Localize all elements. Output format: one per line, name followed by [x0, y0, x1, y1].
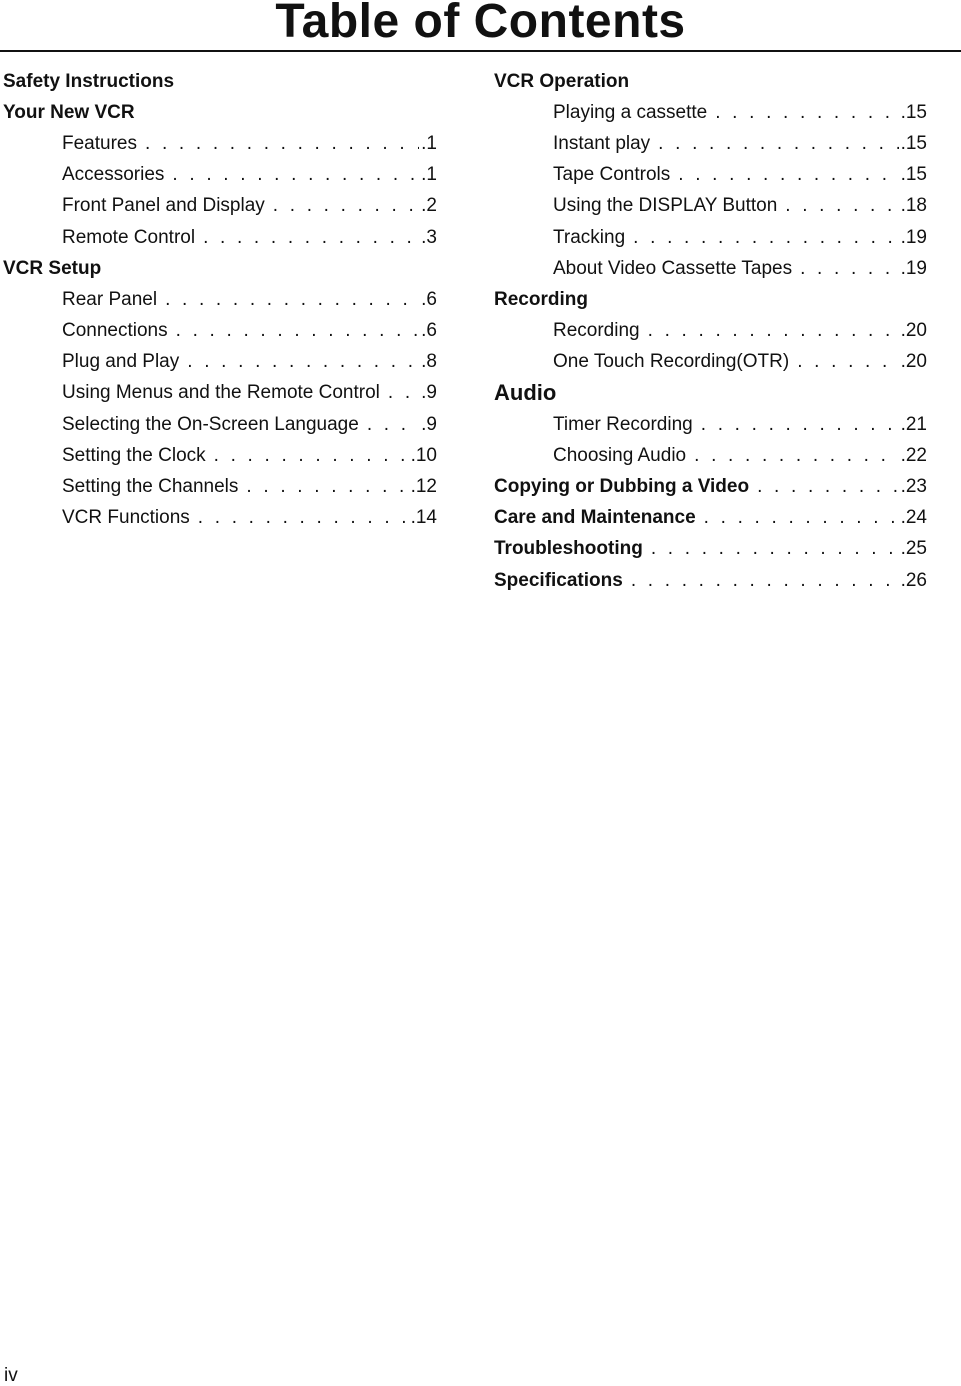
toc-entry	[3, 503, 437, 534]
title-divider	[0, 50, 961, 52]
toc-entry-label: Accessories	[62, 164, 165, 186]
toc-entry	[3, 160, 437, 191]
toc-entry-label: Connections	[62, 320, 168, 342]
dot-leader	[800, 258, 899, 280]
dot-leader	[715, 102, 898, 124]
dot-leader	[176, 320, 420, 342]
toc-entry-page: .3	[421, 226, 437, 248]
toc-entry	[494, 565, 927, 596]
toc-entry-label: Recording	[553, 320, 640, 342]
toc-entry	[3, 128, 437, 159]
toc-entry-page: .15	[900, 164, 927, 186]
toc-entry	[494, 347, 927, 378]
toc-entry-label: Choosing Audio	[553, 444, 687, 466]
toc-entry-page: .6	[421, 320, 437, 342]
toc-entry	[3, 440, 437, 471]
toc-entry	[3, 378, 437, 409]
toc-entry-label: Tape Controls	[553, 164, 671, 186]
toc-entry-page: .23	[900, 476, 927, 498]
toc-entry	[494, 160, 927, 191]
toc-entry-label: Audio	[494, 380, 557, 406]
toc-entry-label: VCR Setup	[3, 257, 102, 279]
toc-entry-label: Front Panel and Display	[62, 195, 265, 217]
dot-leader	[187, 351, 419, 373]
dot-leader	[785, 195, 898, 217]
toc-entry-page: .25	[900, 538, 927, 560]
dot-leader	[198, 507, 409, 529]
toc-entry-label: VCR Functions	[62, 507, 190, 529]
toc-entry	[494, 409, 927, 440]
toc-entry-page: .1	[421, 132, 437, 154]
toc-entry-label: About Video Cassette Tapes	[553, 257, 793, 279]
toc-entry-page: .21	[900, 413, 927, 435]
dot-leader	[367, 414, 419, 436]
toc-entry	[494, 316, 927, 347]
toc-entry	[3, 347, 437, 378]
toc-entry-page: .14	[410, 507, 437, 529]
toc-entry	[494, 191, 927, 222]
dot-leader	[172, 164, 419, 186]
toc-entry-label: Setting the Clock	[62, 444, 206, 466]
toc-entry	[494, 503, 927, 534]
page-title: Table of Contents	[275, 0, 686, 48]
dot-leader	[631, 570, 899, 592]
toc-entry	[3, 253, 437, 284]
toc-entry	[3, 316, 437, 347]
dot-leader	[651, 538, 899, 560]
toc-entry	[3, 222, 437, 253]
toc-entry-page: .24	[900, 507, 927, 529]
toc-entry-label: Instant play	[553, 132, 651, 154]
toc-entry	[494, 66, 927, 97]
toc-entry-label: Troubleshooting	[494, 538, 643, 560]
toc-entry-page: .12	[410, 476, 437, 498]
toc-entry-label: Care and Maintenance	[494, 507, 696, 529]
dot-leader	[694, 445, 898, 467]
toc-entry-page: .6	[421, 288, 437, 310]
toc-right-column	[494, 66, 927, 596]
toc-entry-label: Copying or Dubbing a Video	[494, 476, 750, 498]
toc-entry-page: .19	[900, 257, 927, 279]
toc-entry	[494, 284, 927, 315]
toc-entry	[494, 471, 927, 502]
toc-entry	[494, 534, 927, 565]
dot-leader	[678, 164, 898, 186]
toc-left-column	[3, 66, 437, 534]
page-number: iv	[4, 1365, 18, 1386]
toc-entry-page: .8	[421, 351, 437, 373]
toc-entry-page: .9	[421, 413, 437, 435]
toc-entry-label: Plug and Play	[62, 351, 180, 373]
dot-leader	[388, 382, 419, 404]
dot-leader	[246, 476, 408, 498]
toc-entry	[494, 97, 927, 128]
toc-entry-page: .20	[900, 351, 927, 373]
toc-entry-label: Playing a cassette	[553, 101, 708, 123]
toc-entry-label: Safety Instructions	[3, 70, 175, 92]
dot-leader	[165, 289, 419, 311]
toc-entry	[494, 128, 927, 159]
toc-entry-label: Using Menus and the Remote Control	[62, 382, 380, 404]
toc-entry-page: .15	[900, 101, 927, 123]
toc-entry	[3, 409, 437, 440]
toc-entry	[494, 440, 927, 471]
toc-entry-page: .19	[900, 226, 927, 248]
dot-leader	[704, 507, 899, 529]
toc-entry-label: Remote Control	[62, 226, 196, 248]
dot-leader	[757, 476, 898, 498]
toc-entry	[3, 97, 437, 128]
toc-entry-label: Features	[62, 132, 137, 154]
toc-entry-page: .20	[900, 320, 927, 342]
toc-entry-label: Setting the Channels	[62, 476, 239, 498]
toc-entry-page: .15	[900, 132, 927, 154]
toc-entry	[3, 66, 437, 97]
dot-leader	[648, 320, 899, 342]
toc-entry-page: .2	[421, 195, 437, 217]
toc-entry-label: Timer Recording	[553, 413, 693, 435]
dot-leader	[203, 227, 419, 249]
dot-leader	[701, 414, 899, 436]
dot-leader	[633, 227, 898, 249]
toc-entry-page: .1	[421, 164, 437, 186]
toc-entry-label: Selecting the On-Screen Language	[62, 413, 359, 435]
toc-entry	[494, 378, 927, 409]
toc-entry-label: One Touch Recording(OTR)	[553, 351, 790, 373]
dot-leader	[145, 133, 419, 155]
dot-leader	[273, 195, 419, 217]
dot-leader	[658, 133, 898, 155]
toc-entry-label: Using the DISPLAY Button	[553, 195, 778, 217]
toc-entry-label: Tracking	[553, 226, 626, 248]
toc-entry-label: Your New VCR	[3, 101, 135, 123]
dot-leader	[214, 445, 409, 467]
toc-entry	[3, 284, 437, 315]
dot-leader	[797, 351, 898, 373]
toc-entry-label: Rear Panel	[62, 288, 158, 310]
toc-entry-page: .22	[900, 444, 927, 466]
toc-entry-label: Specifications	[494, 569, 623, 591]
toc-entry-label: VCR Operation	[494, 70, 630, 92]
toc-entry-label: Recording	[494, 288, 588, 310]
toc-entry	[494, 253, 927, 284]
toc-entry-page: .26	[900, 569, 927, 591]
toc-entry	[3, 191, 437, 222]
toc-entry	[3, 471, 437, 502]
toc-entry-page: .10	[410, 444, 437, 466]
toc-entry-page: .9	[421, 382, 437, 404]
toc-entry-page: .18	[900, 195, 927, 217]
toc-entry	[494, 222, 927, 253]
